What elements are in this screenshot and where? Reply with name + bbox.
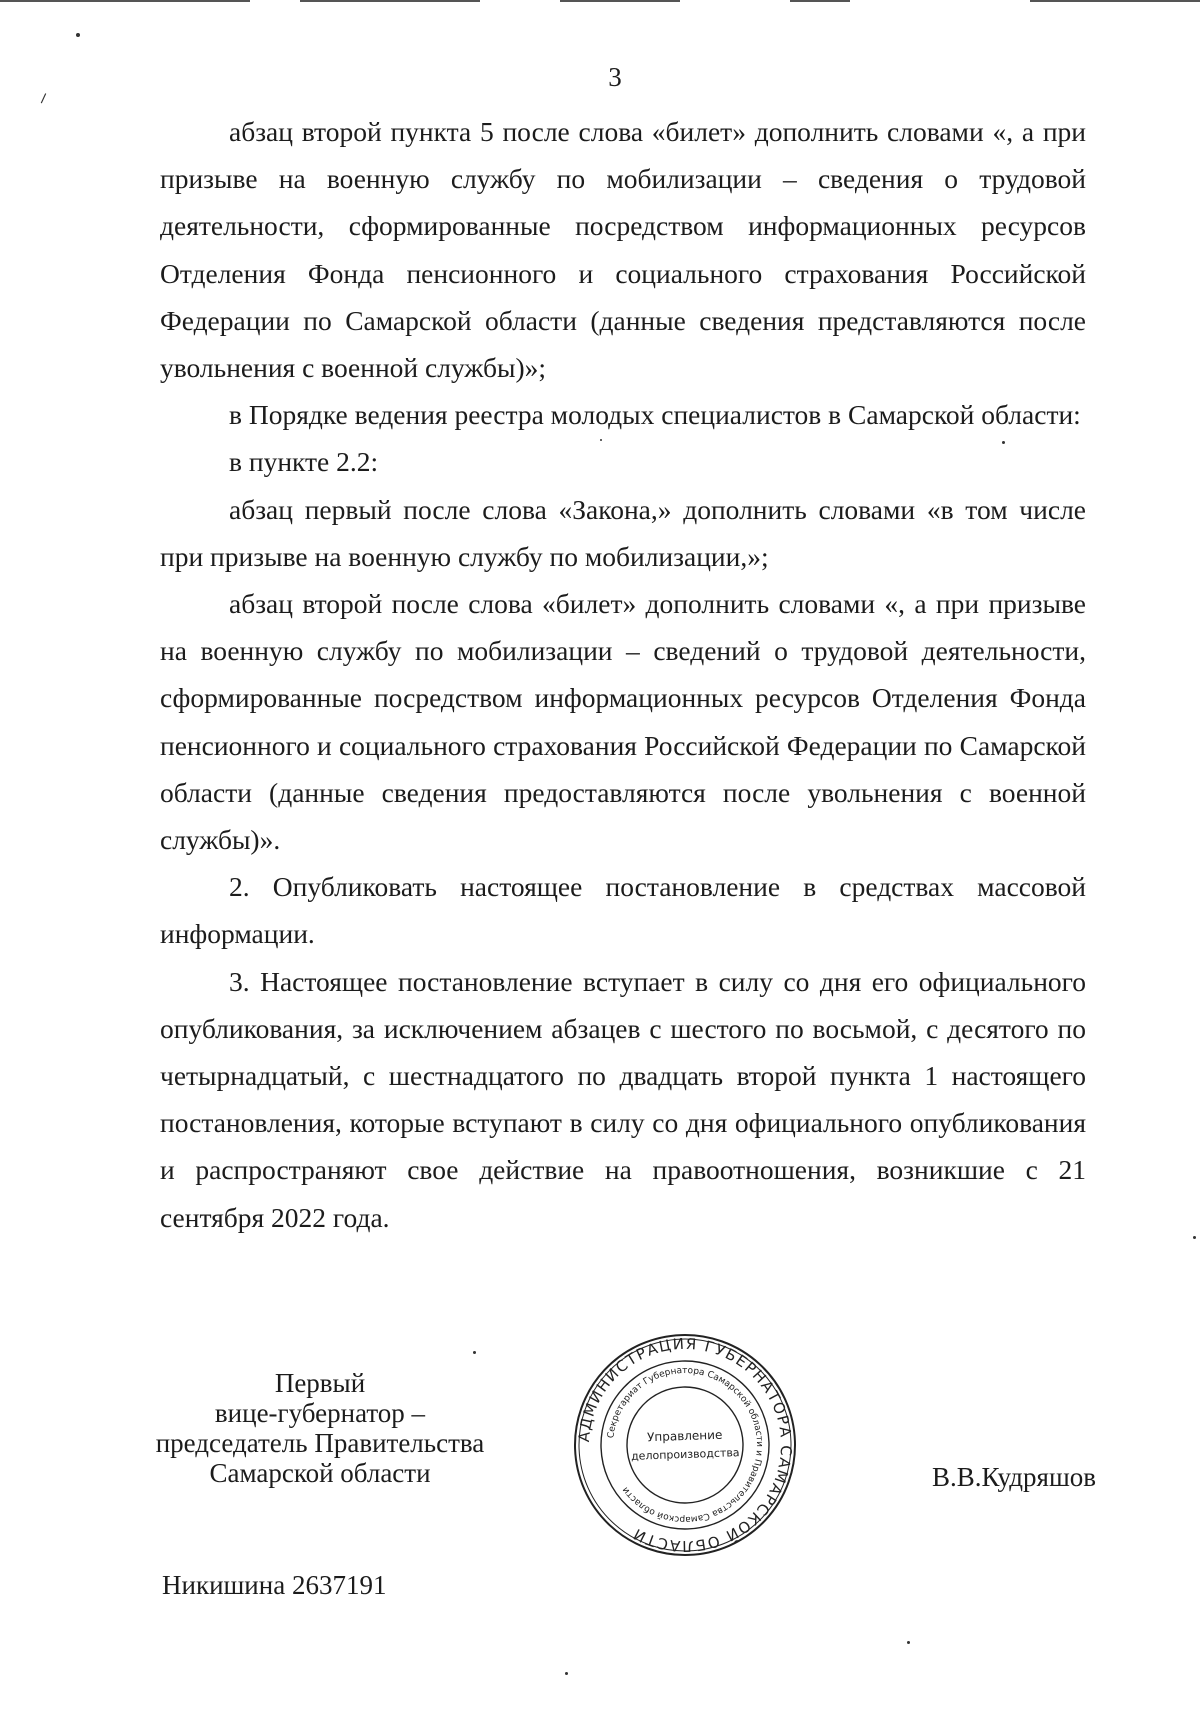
pen-mark: ⸝ [32,79,52,108]
seal-center-line2: делопроизводства [630,1446,740,1463]
scan-speck [907,1641,910,1644]
seal-center-line1: Управление [646,1427,723,1445]
paragraph: в Порядке ведения реестра молодых специалистов в Самарской области: [229,399,1081,431]
seal-inner-text: Секретариат Губернатора Самарской области и Правительства Самарской области [606,1365,765,1525]
scan-speck [1193,1236,1196,1239]
scan-speck [76,33,80,37]
paragraph: абзац первый после слова «Закона,» дополнить словами «в том числе при призыве на военную службу по мобилизации,»; [160,493,1086,572]
executor-contact: Никишина 2637191 [162,1570,387,1600]
document-body [160,108,1086,1241]
seal-graphic [566,1326,804,1564]
paragraph: абзац второй пункта 5 после слова «билет» дополнить словами «, а при призыве на военную службу по мобилизации – сведения о трудовой деятельности, сформированные посредством информационных ресурсов Отделения Фонда пенсионного и социального страхования Российской Федерации по Самарской области (данные сведения представляются после увольнения с военной службы)»; [160,116,1086,384]
scan-speck [473,1351,476,1354]
paragraph: 3. Настоящее постановление вступает в силу со дня его официального опубликования, за исключением абзацев с шестого по восьмой, с десятого по четырнадцатый, с шестнадцатого по двадцать второй пункта 1 настоящего постановления, которые вступают в силу со дня официального опубликования и распространяют свое действие на правоотношения, возникшие с 21 сентября 2022 года. [160,965,1086,1233]
signatory-title-line: Самарской области [209,1458,431,1488]
scan-speck [1002,441,1005,444]
paragraph: абзац второй после слова «билет» дополнить словами «, а при призыве на военную службу по мобилизации – сведений о трудовой деятельности, сформированные посредством информационных ресурсов Отделения Фонда пенсионного и социального страхования Российской Федерации по Самарской области (данные сведения предоставляются после увольнения с военной службы)». [160,588,1086,856]
signatory-title-line: вице-губернатор – [214,1398,426,1428]
scan-speck [565,1672,568,1675]
paragraph: 2. Опубликовать настоящее постановление в средствах массовой информации. [160,871,1086,950]
signatory-title-line: председатель Правительства [155,1428,485,1458]
page-number: 3 [608,62,622,92]
scan-top-edge [0,0,1200,4]
official-seal-stamp [566,1326,804,1564]
seal-outer-text: АДМИНИСТРАЦИЯ ГУБЕРНАТОРА САМАРСКОЙ ОБЛАСТИ [574,1334,796,1556]
signatory-title [150,1368,490,1488]
signatory-name: В.В.Кудряшов [932,1462,1096,1492]
scan-speck [600,439,602,441]
signatory-title-line: Первый [274,1368,366,1398]
paragraph: в пункте 2.2: [229,446,379,478]
